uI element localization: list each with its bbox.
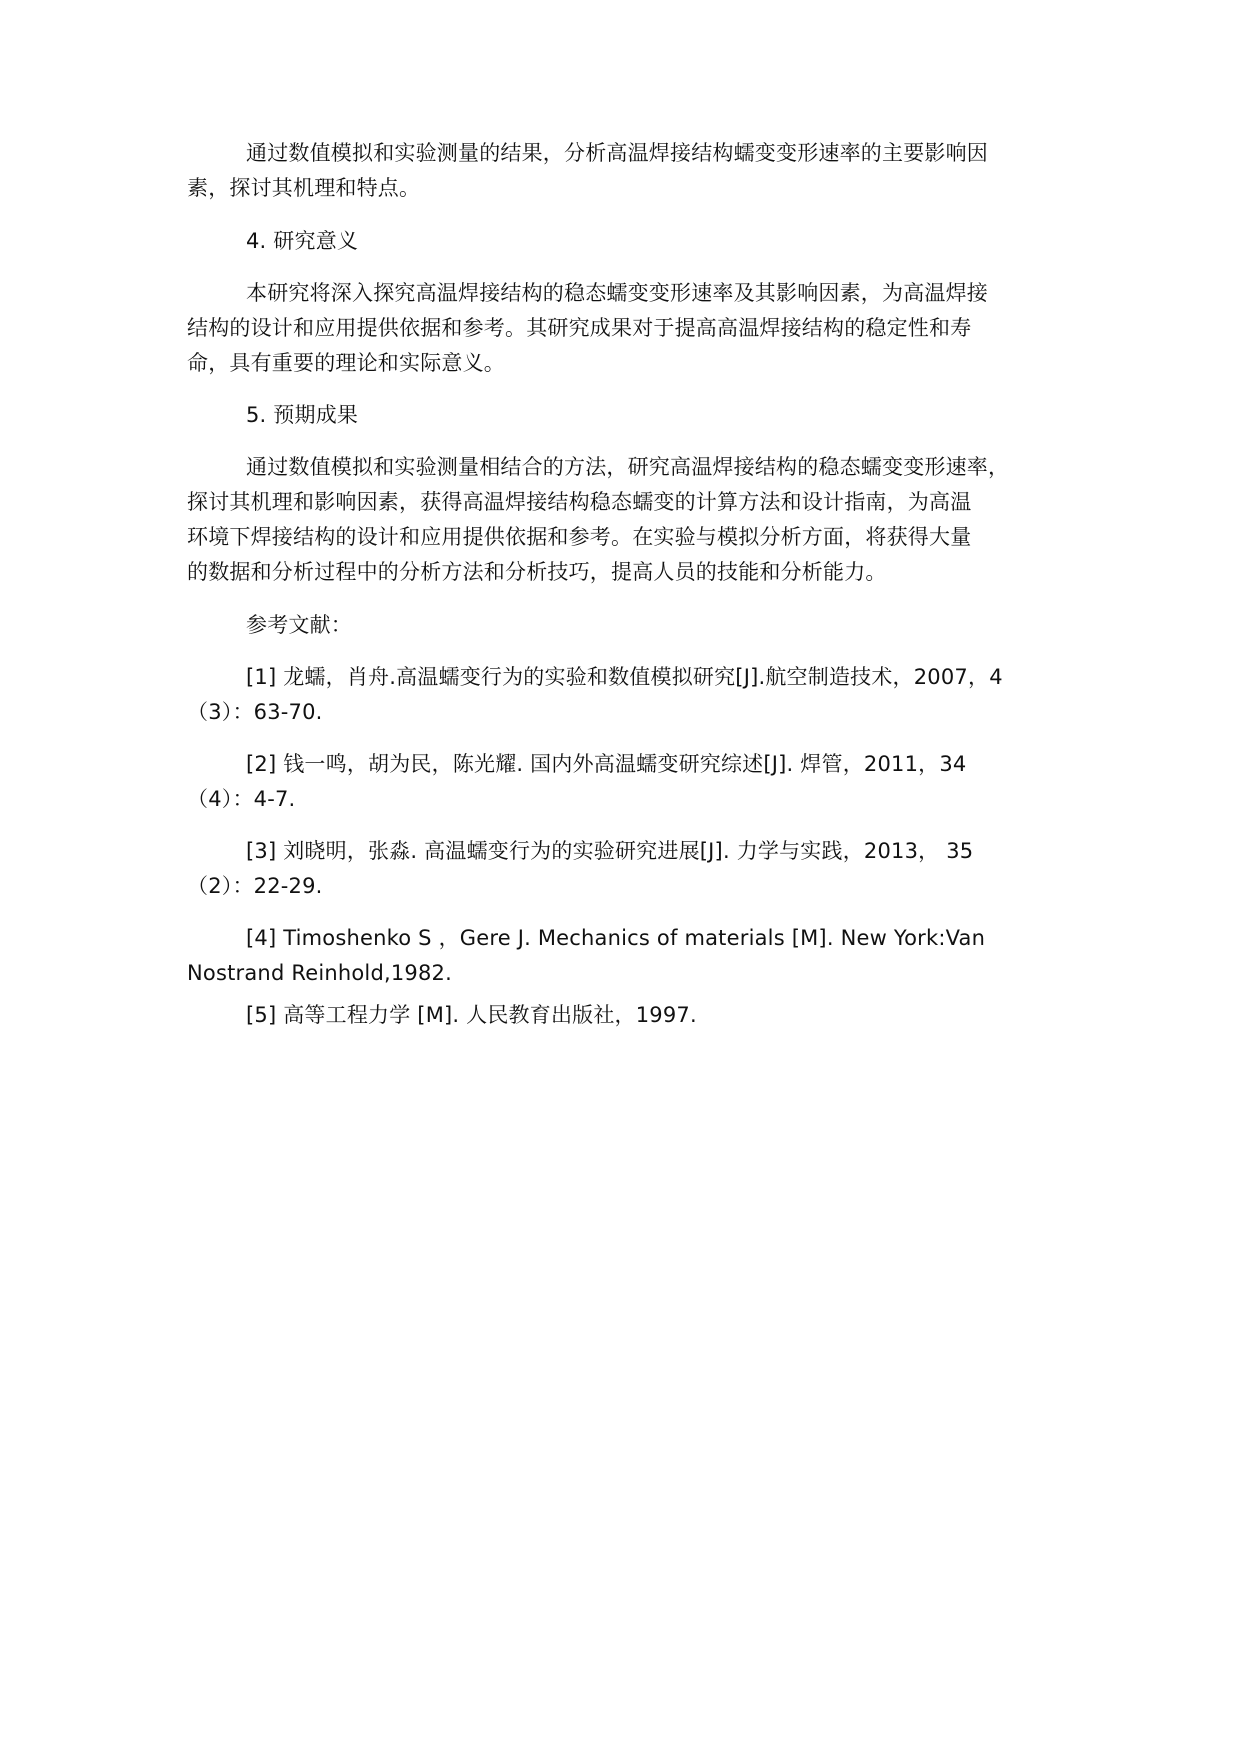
paragraph-line: 通过数值模拟和实验测量的结果，分析高温焊接结构蠕变变形速率的主要影响因 bbox=[246, 141, 988, 165]
reference-entry: Nostrand Reinhold,1982. bbox=[187, 961, 452, 985]
paragraph-line: 命，具有重要的理论和实际意义。 bbox=[187, 351, 505, 375]
reference-entry: [2] 钱一鸣，胡为民，陈光耀. 国内外高温蠕变研究综述[J]. 焊管，2011，34 bbox=[246, 752, 967, 776]
paragraph-line: 本研究将深入探究高温焊接结构的稳态蠕变变形速率及其影响因素，为高温焊接 bbox=[246, 281, 988, 305]
reference-entry: [1] 龙蠕，肖舟.高温蠕变行为的实验和数值模拟研究[J].航空制造技术，2007，4 bbox=[246, 665, 1003, 689]
paragraph-line: 的数据和分析过程中的分析方法和分析技巧，提高人员的技能和分析能力。 bbox=[187, 560, 887, 584]
paragraph-line: 环境下焊接结构的设计和应用提供依据和参考。在实验与模拟分析方面，将获得大量 bbox=[187, 525, 972, 549]
paragraph-line: 结构的设计和应用提供依据和参考。其研究成果对于提高高温焊接结构的稳定性和寿 bbox=[187, 316, 972, 340]
reference-entry: （3）：63-70. bbox=[187, 700, 323, 724]
paragraph-line: 探讨其机理和影响因素，获得高温焊接结构稳态蠕变的计算方法和设计指南，为高温 bbox=[187, 490, 972, 514]
paragraph-line: 素，探讨其机理和特点。 bbox=[187, 176, 421, 200]
references-heading: 参考文献： bbox=[246, 613, 352, 637]
reference-entry: （2）：22-29. bbox=[187, 874, 323, 898]
section-heading: 4. 研究意义 bbox=[246, 229, 359, 253]
section-heading: 5. 预期成果 bbox=[246, 403, 359, 427]
reference-entry: [4] Timoshenko S ，Gere J. Mechanics of materials [M]. New York:Van bbox=[246, 926, 986, 950]
paragraph-line: 通过数值模拟和实验测量相结合的方法，研究高温焊接结构的稳态蠕变变形速率， bbox=[246, 455, 1010, 479]
reference-entry: （4）：4-7. bbox=[187, 787, 296, 811]
reference-entry: [3] 刘晓明，张淼. 高温蠕变行为的实验研究进展[J]. 力学与实践，2013， 35 bbox=[246, 839, 974, 863]
reference-entry: [5] 高等工程力学 [M]. 人民教育出版社，1997. bbox=[246, 1003, 697, 1027]
